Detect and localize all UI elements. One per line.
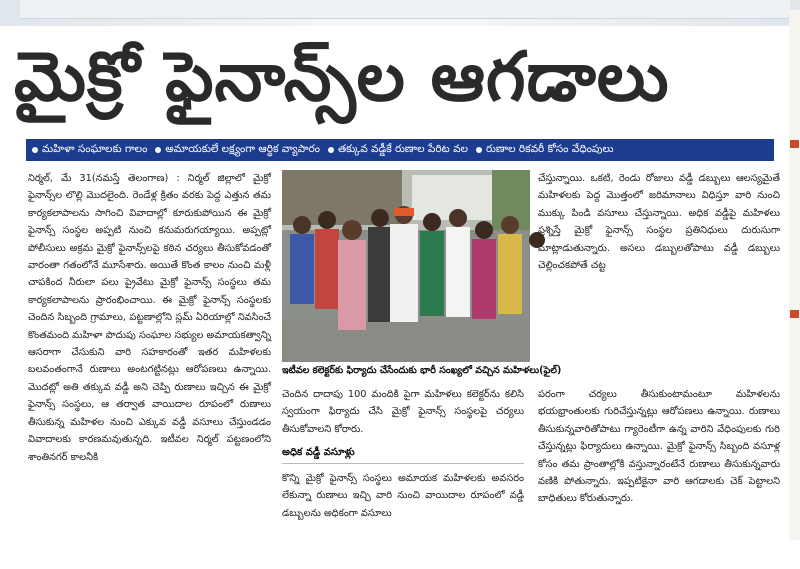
subhead-divider xyxy=(282,463,524,464)
bullet-icon xyxy=(155,147,161,153)
page-top-edge xyxy=(20,0,790,19)
subbar-item: అమాయకులే లక్ష్యంగా ఆర్థిక వ్యాపారం xyxy=(155,143,320,158)
article-column-3: పరంగా చర్యలు తీసుకుంటామంటూ మహిళలను భయభ్రాంతులకు గురిచేస్తున్నట్లు ఆరోపణలు ఉన్నాయి. రుణాలు తీసుకున్నవారితోపాటు గ్యారెంటీగా ఉన్న వారిని వేధింపులకు గురి చేస్తున్నట్లు ఫిర్యాదులు ఉన్నాయి. మైక్రో ఫైనాన్స్‌ సిబ్బంది వసూళ్ల కోసం తమ ప్రాంతాల్లోకి వస్తున్నారంటేనే రుణాలు తీసుకున్నవారు వణికి పోతున్నారు. ఇప్పటికైనా వారి ఆగడాలకు చెక్‌ పెట్టాలని బాధితులు కోరుతున్నారు. xyxy=(538,389,780,505)
article-column-2: చెందిన దాదాపు 100 మందికి పైగా మహిళలు కలెక్టర్‌ను కలిసి స్వయంగా ఫిర్యాదు చేసి మైక్రో ఫైనాన్స్‌ సంస్థలపై చర్యలు తీసుకోవాలని కోరారు. xyxy=(282,389,524,435)
crowd-photo-illustration xyxy=(282,170,530,362)
subbar-item: తక్కువ వడ్డీకే రుణాల పేరిట వల xyxy=(328,143,468,158)
bullet-icon xyxy=(32,147,38,153)
section-subhead: అధిక వడ్డీ వసూళ్లు xyxy=(282,447,355,458)
photo-caption: ఇటీవల కలెక్టర్‌కు ఫిర్యాదు చేసేందుకు భారీ సంఖ్యలో వచ్చిన మహిళలు(ఫైల్‌) xyxy=(282,365,562,376)
subheadline-bar xyxy=(26,139,774,161)
headline: మైక్రో ఫైనాన్స్‌ల ఆగడాలు xyxy=(14,38,670,117)
bullet-icon xyxy=(328,147,334,153)
news-photo xyxy=(282,170,530,362)
adjacent-page-edge xyxy=(789,10,800,569)
edge-fragment xyxy=(790,310,799,318)
subbar-item: మహిళా సంఘాలకు గాలం xyxy=(32,143,147,158)
article-column-2-continued: కొన్ని మైక్రో ఫైనాన్స్‌ సంస్థలు అమాయక మహిళలకు అవసరం లేకున్నా రుణాలు ఇచ్చి వారి నుంచి వాయిదాల రూపంలో వడ్డీ డబ్బులను అధికంగా వసూలు xyxy=(282,473,524,519)
subbar-item: రుణాల రికవరీ కోసం వేధింపులు xyxy=(476,143,614,158)
article-column-1: నిర్మల్‌, మే 31(నమస్తే తెలంగాణ) : నిర్మల్‌ జిల్లాలో మైక్రో ఫైనాన్స్‌ల లొల్లి మొదలైంది. రెండేళ్ల క్రితం వరకు పెద్ద ఎత్తున తమ కార్యకలాపాలను సాగించి వివాదాల్లో కూరుకుపోయిన ఈ మైక్రో ఫైనాన్స్‌ సంస్థల అప్పటి నుంచి కనుమరుగయ్యాయి. అప్పట్లో పోలీసులు అక్రమ మైక్రో ఫైనాన్స్‌లపై కఠిన చర్యలు తీసుకోవడంతో వారంతా గతంలోనే మూసేశారు. అయితే కొంత కాలం నుంచి మళ్లీ చాపకింద నీరులా పలు ప్రైవేటు మైక్రో ఫైనాన్స్‌ సంస్థలు తమ కార్యకలాపాలను ప్రారంభించాయి. ఈ మైక్రో ఫైనాన్స్‌ సంస్థలకు చెందిన సిబ్బంది గ్రామాలు, పట్టణాల్లోని స్లమ్‌ ఏరియాల్లో నివసించే కొంతమంది మహిళా పొదుపు సంఘాల సభ్యుల అమాయకత్వాన్ని ఆసరాగా చేసుకుని వారి సహకారంతో ఇతర మహిళలకు బలవంతంగానే రుణాలు అంటగట్టినట్లు ఆరోపణలు ఉన్నాయి. మొదట్లో అతి తక్కువ వడ్డీ అని చెప్పి రుణాలు ఇచ్చిన ఈ మైక్రో ఫైనాన్స్‌ సంస్థలు, ఆ తర్వాత వాయిదాల రూపంలో రుణాలు తీసుకున్న మహిళల నుంచి ఎక్కువ వడ్డీ వసూలు చేస్తుండడం వివాదాలకు కారణమవుతున్నది. ఇటీవల నిర్మల్‌ పట్టణంలోని శాంతినగర్‌ కాలనీకి xyxy=(28,173,271,463)
page-bottom-margin xyxy=(0,540,800,569)
edge-fragment xyxy=(790,140,799,148)
bullet-icon xyxy=(476,147,482,153)
article-column-3-top: చేస్తున్నాయి. ఒకటి, రెండు రోజులు వడ్డీ డబ్బులు ఆలస్యమైతే మహిళలకు పెద్ద మొత్తంలో జరిమానాలు విధిస్తూ వారి నుంచి ముక్కు పిండి వసూలు చేస్తున్నాయి. అధిక వడ్డీపై మహిళలు ప్రశ్నిస్తే మైక్రో ఫైనాన్స్‌ సంస్థల ప్రతినిధులు దురుసుగా మాట్లాడుతున్నారు. అసలు డబ్బులతోపాటు వడ్డీ డబ్బులు చెల్లించకపోతే చట్ట xyxy=(538,173,780,272)
